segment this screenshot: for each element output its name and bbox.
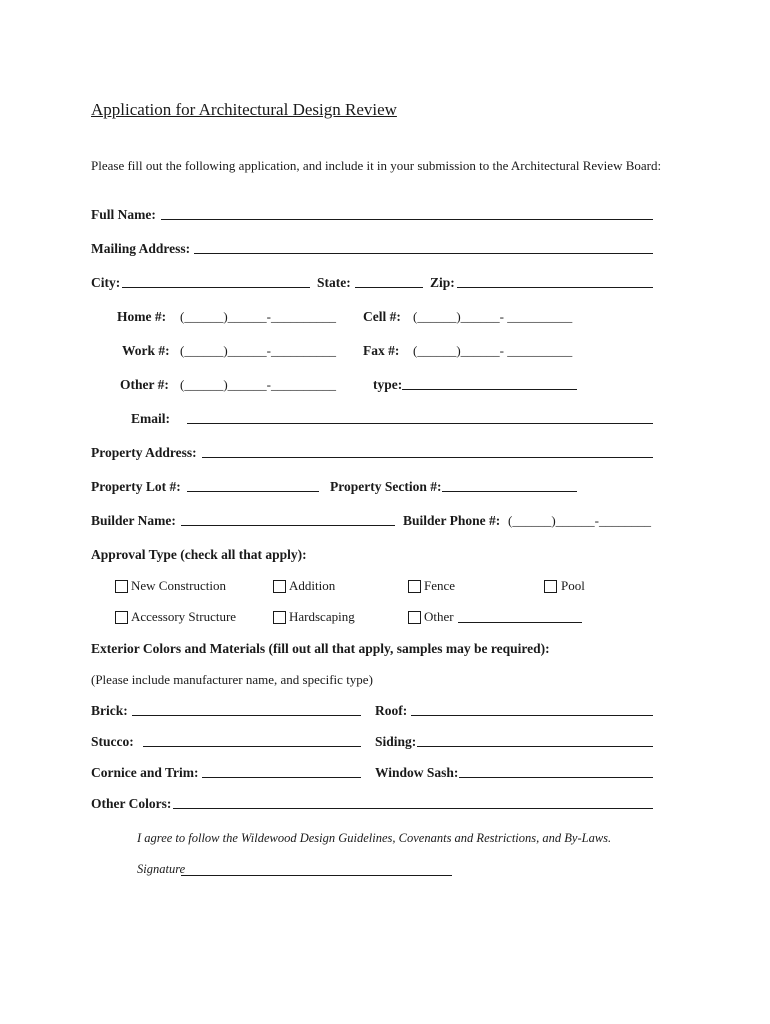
signature-label: Signature bbox=[137, 862, 186, 876]
city-field[interactable] bbox=[122, 287, 310, 288]
property-lot-label: Property Lot #: bbox=[91, 479, 181, 494]
other-approval-label: Other bbox=[424, 609, 454, 624]
type-field[interactable] bbox=[402, 389, 577, 390]
cell-phone-field[interactable]: (______)______- __________ bbox=[413, 309, 573, 324]
window-sash-label: Window Sash: bbox=[375, 765, 459, 780]
cell-phone-label: Cell #: bbox=[363, 309, 401, 324]
builder-phone-label: Builder Phone #: bbox=[403, 513, 501, 528]
home-phone-field[interactable]: (______)______-__________ bbox=[180, 309, 336, 324]
new-construction-checkbox[interactable] bbox=[115, 580, 128, 593]
cornice-trim-field[interactable] bbox=[202, 777, 361, 778]
addition-checkbox[interactable] bbox=[273, 580, 286, 593]
fence-checkbox[interactable] bbox=[408, 580, 421, 593]
hardscaping-label: Hardscaping bbox=[289, 609, 355, 624]
mailing-address-label: Mailing Address: bbox=[91, 241, 191, 256]
full-name-label: Full Name: bbox=[91, 207, 156, 222]
zip-label: Zip: bbox=[430, 275, 455, 290]
builder-name-label: Builder Name: bbox=[91, 513, 176, 528]
siding-label: Siding: bbox=[375, 734, 417, 749]
addition-label: Addition bbox=[289, 578, 336, 593]
other-phone-label: Other #: bbox=[120, 377, 169, 392]
stucco-field[interactable] bbox=[143, 746, 361, 747]
work-phone-field[interactable]: (______)______-__________ bbox=[180, 343, 336, 358]
fence-label: Fence bbox=[424, 578, 456, 593]
property-lot-field[interactable] bbox=[187, 491, 319, 492]
new-construction-label: New Construction bbox=[131, 578, 226, 593]
fax-label: Fax #: bbox=[363, 343, 400, 358]
type-label: type: bbox=[373, 377, 403, 392]
other-approval-checkbox[interactable] bbox=[408, 611, 421, 624]
roof-field[interactable] bbox=[411, 715, 653, 716]
agreement-text: I agree to follow the Wildewood Design Guidelines, Covenants and Restrictions, and By-Laws. bbox=[137, 831, 612, 845]
intro-text: Please fill out the following application, and include it in your submission to the Architectural Review Board: bbox=[91, 158, 662, 173]
zip-field[interactable] bbox=[457, 287, 653, 288]
email-field[interactable] bbox=[187, 423, 653, 424]
roof-label: Roof: bbox=[375, 703, 408, 718]
builder-name-field[interactable] bbox=[181, 525, 395, 526]
property-address-label: Property Address: bbox=[91, 445, 197, 460]
brick-label: Brick: bbox=[91, 703, 128, 718]
other-colors-label: Other Colors: bbox=[91, 796, 172, 811]
materials-heading: Exterior Colors and Materials (fill out all that apply, samples may be required): bbox=[91, 641, 550, 656]
stucco-label: Stucco: bbox=[91, 734, 134, 749]
brick-field[interactable] bbox=[132, 715, 361, 716]
pool-label: Pool bbox=[561, 578, 585, 593]
email-label: Email: bbox=[131, 411, 170, 426]
pool-checkbox[interactable] bbox=[544, 580, 557, 593]
window-sash-field[interactable] bbox=[459, 777, 653, 778]
state-field[interactable] bbox=[355, 287, 423, 288]
property-address-field[interactable] bbox=[202, 457, 653, 458]
signature-field[interactable] bbox=[181, 875, 452, 876]
accessory-structure-label: Accessory Structure bbox=[131, 609, 237, 624]
materials-note: (Please include manufacturer name, and specific type) bbox=[91, 672, 373, 687]
other-phone-field[interactable]: (______)______-__________ bbox=[180, 377, 336, 392]
siding-field[interactable] bbox=[417, 746, 653, 747]
other-colors-field[interactable] bbox=[173, 808, 653, 809]
mailing-address-field[interactable] bbox=[194, 253, 653, 254]
state-label: State: bbox=[317, 275, 351, 290]
work-phone-label: Work #: bbox=[122, 343, 170, 358]
page-title: Application for Architectural Design Review bbox=[91, 100, 397, 119]
accessory-structure-checkbox[interactable] bbox=[115, 611, 128, 624]
hardscaping-checkbox[interactable] bbox=[273, 611, 286, 624]
full-name-field[interactable] bbox=[161, 219, 653, 220]
other-approval-field[interactable] bbox=[458, 622, 582, 623]
city-label: City: bbox=[91, 275, 121, 290]
home-phone-label: Home #: bbox=[117, 309, 167, 324]
approval-type-heading: Approval Type (check all that apply): bbox=[91, 547, 307, 562]
property-section-label: Property Section #: bbox=[330, 479, 442, 494]
property-section-field[interactable] bbox=[442, 491, 577, 492]
fax-field[interactable]: (______)______- __________ bbox=[413, 343, 573, 358]
cornice-trim-label: Cornice and Trim: bbox=[91, 765, 199, 780]
builder-phone-field[interactable]: (______)______-________ bbox=[508, 513, 651, 528]
